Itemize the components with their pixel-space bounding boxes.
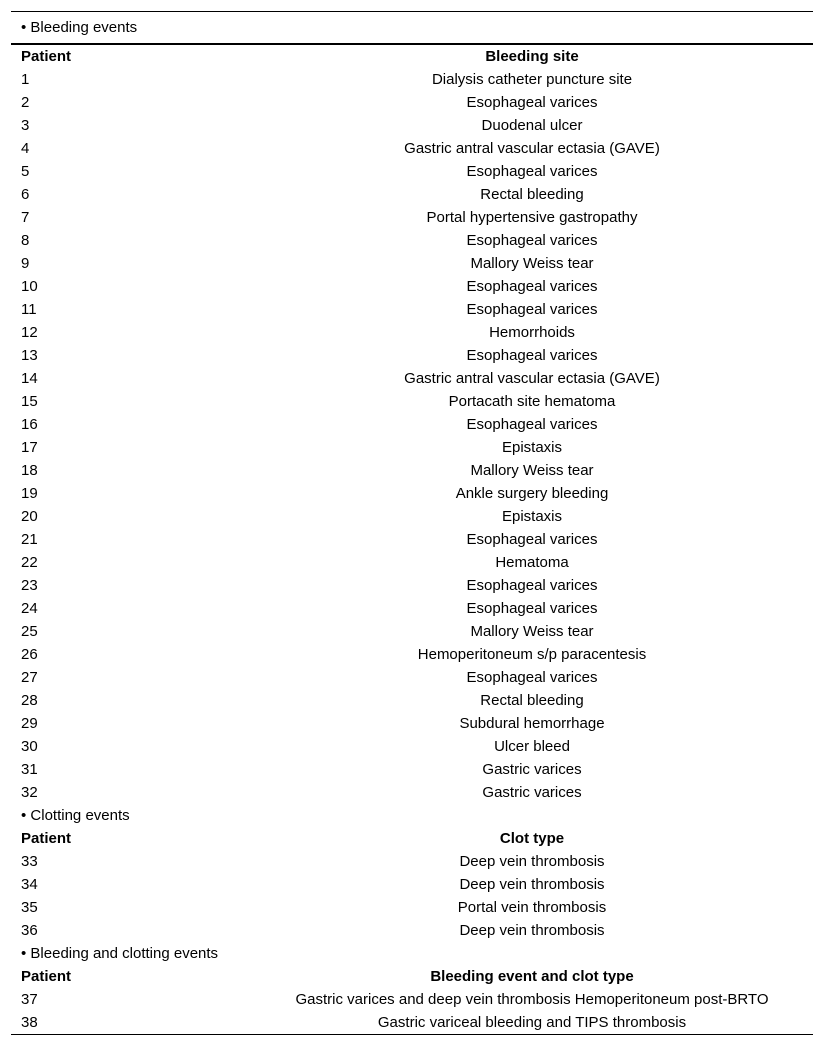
events-table-body (11, 12, 813, 1034)
patient-number: 19 (21, 485, 38, 502)
patient-number: 12 (21, 324, 38, 341)
table-row (11, 91, 813, 114)
column-header-row-clotting (11, 827, 813, 850)
event-detail: Dialysis catheter puncture site (431, 71, 633, 88)
patient-number: 4 (21, 140, 30, 157)
table-row (11, 988, 813, 1011)
patient-number: 7 (21, 209, 30, 226)
table-row (11, 505, 813, 528)
column-header-detail: Clot type (499, 830, 565, 847)
event-detail: Hemoperitoneum s/p paracentesis (417, 646, 647, 663)
event-detail: Deep vein thrombosis (459, 853, 605, 870)
event-detail: Esophageal varices (466, 600, 598, 617)
event-detail: Mallory Weiss tear (470, 623, 594, 640)
patient-number: 2 (21, 94, 30, 111)
patient-number: 33 (21, 853, 38, 870)
patient-number: 27 (21, 669, 38, 686)
patient-number: 1 (21, 71, 30, 88)
event-detail: Gastric varices and deep vein thrombosis Hemoperitoneum post-BRTO (295, 991, 769, 1008)
event-detail: Gastric antral vascular ectasia (GAVE) (404, 140, 660, 157)
table-row (11, 206, 813, 229)
table-row (11, 413, 813, 436)
patient-number: 25 (21, 623, 38, 640)
patient-number: 24 (21, 600, 38, 617)
table-row (11, 896, 813, 919)
event-detail: Hematoma (495, 554, 569, 571)
patient-number: 32 (21, 784, 38, 801)
event-detail: Esophageal varices (466, 416, 598, 433)
table-row (11, 137, 813, 160)
section-title-bleeding-and-clotting: • Bleeding and clotting events (21, 945, 219, 962)
patient-number: 29 (21, 715, 38, 732)
patient-number: 22 (21, 554, 38, 571)
events-table (11, 12, 813, 1034)
table-row (11, 1011, 813, 1034)
table-row (11, 459, 813, 482)
table-row (11, 390, 813, 413)
table-row (11, 275, 813, 298)
table-row (11, 643, 813, 666)
patient-number: 3 (21, 117, 30, 134)
event-detail: Mallory Weiss tear (470, 462, 594, 479)
patient-number: 37 (21, 991, 38, 1008)
table-row (11, 344, 813, 367)
event-detail: Epistaxis (501, 439, 563, 456)
event-detail: Portacath site hematoma (448, 393, 616, 410)
section-title-clotting: • Clotting events (21, 807, 130, 824)
table-row (11, 873, 813, 896)
column-header-detail: Bleeding event and clot type (430, 968, 634, 985)
patient-number: 18 (21, 462, 38, 479)
table-row (11, 574, 813, 597)
patient-number: 10 (21, 278, 38, 295)
table-row (11, 689, 813, 712)
patient-number: 11 (21, 301, 37, 318)
patient-number: 30 (21, 738, 38, 755)
table-row (11, 298, 813, 321)
patient-number: 34 (21, 876, 38, 893)
event-detail: Esophageal varices (466, 278, 598, 295)
event-detail: Ankle surgery bleeding (455, 485, 609, 502)
column-header-patient: Patient (21, 830, 72, 847)
table-row (11, 712, 813, 735)
table-row (11, 666, 813, 689)
event-detail: Deep vein thrombosis (459, 922, 605, 939)
patient-number: 21 (21, 531, 38, 548)
section-title-row-clotting (11, 804, 813, 827)
patient-number: 17 (21, 439, 38, 456)
event-detail: Esophageal varices (466, 301, 598, 318)
patient-number: 14 (21, 370, 38, 387)
patient-number: 8 (21, 232, 30, 249)
event-detail: Esophageal varices (466, 531, 598, 548)
patient-number: 16 (21, 416, 38, 433)
table-row (11, 114, 813, 137)
patient-number: 35 (21, 899, 38, 916)
table-row (11, 919, 813, 942)
patient-number: 20 (21, 508, 38, 525)
patient-number: 13 (21, 347, 38, 364)
event-detail: Portal vein thrombosis (457, 899, 607, 916)
section-title-row-bleeding (11, 12, 813, 44)
patient-number: 31 (21, 761, 38, 778)
event-detail: Epistaxis (501, 508, 563, 525)
patient-number: 36 (21, 922, 38, 939)
column-header-patient: Patient (21, 968, 72, 985)
column-header-patient: Patient (21, 48, 72, 65)
event-detail: Mallory Weiss tear (470, 255, 594, 272)
event-detail: Esophageal varices (466, 347, 598, 364)
column-header-row-bleeding (11, 44, 813, 68)
event-detail: Rectal bleeding (480, 692, 584, 709)
patient-number: 26 (21, 646, 38, 663)
event-detail: Gastric varices (482, 761, 582, 778)
patient-number: 5 (21, 163, 30, 180)
table-row (11, 482, 813, 505)
event-detail: Duodenal ulcer (481, 117, 583, 134)
event-detail: Esophageal varices (466, 94, 598, 111)
patient-number: 38 (21, 1014, 38, 1031)
patient-number: 6 (21, 186, 30, 203)
event-detail: Portal hypertensive gastropathy (426, 209, 638, 226)
table-row (11, 758, 813, 781)
table-row (11, 436, 813, 459)
event-detail: Rectal bleeding (480, 186, 584, 203)
event-detail: Ulcer bleed (494, 738, 570, 755)
event-detail: Esophageal varices (466, 577, 598, 594)
event-detail: Deep vein thrombosis (459, 876, 605, 893)
table-row (11, 160, 813, 183)
event-detail: Gastric variceal bleeding and TIPS thrombosis (377, 1014, 687, 1031)
table-row (11, 321, 813, 344)
table-row (11, 229, 813, 252)
event-detail: Gastric varices (482, 784, 582, 801)
patient-number: 15 (21, 393, 38, 410)
table-row (11, 367, 813, 390)
table-row (11, 620, 813, 643)
table-row (11, 850, 813, 873)
section-title-bleeding: • Bleeding events (11, 12, 813, 44)
table-row (11, 735, 813, 758)
table-row (11, 551, 813, 574)
patient-number: 23 (21, 577, 38, 594)
event-detail: Esophageal varices (466, 163, 598, 180)
section-title-row-bleeding-and-clotting (11, 942, 813, 965)
column-header-detail: Bleeding site (485, 48, 579, 65)
event-detail: Hemorrhoids (489, 324, 575, 341)
table-row (11, 781, 813, 804)
table-row (11, 68, 813, 91)
event-detail: Esophageal varices (466, 669, 598, 686)
table-row (11, 252, 813, 275)
table-row (11, 183, 813, 206)
table-row (11, 597, 813, 620)
column-header-row-bleeding-and-clotting (11, 965, 813, 988)
patient-number: 9 (21, 255, 30, 272)
event-detail: Subdural hemorrhage (459, 715, 605, 732)
table-row (11, 528, 813, 551)
event-detail: Esophageal varices (466, 232, 598, 249)
patient-number: 28 (21, 692, 38, 709)
events-table-container (11, 11, 813, 1035)
event-detail: Gastric antral vascular ectasia (GAVE) (404, 370, 660, 387)
